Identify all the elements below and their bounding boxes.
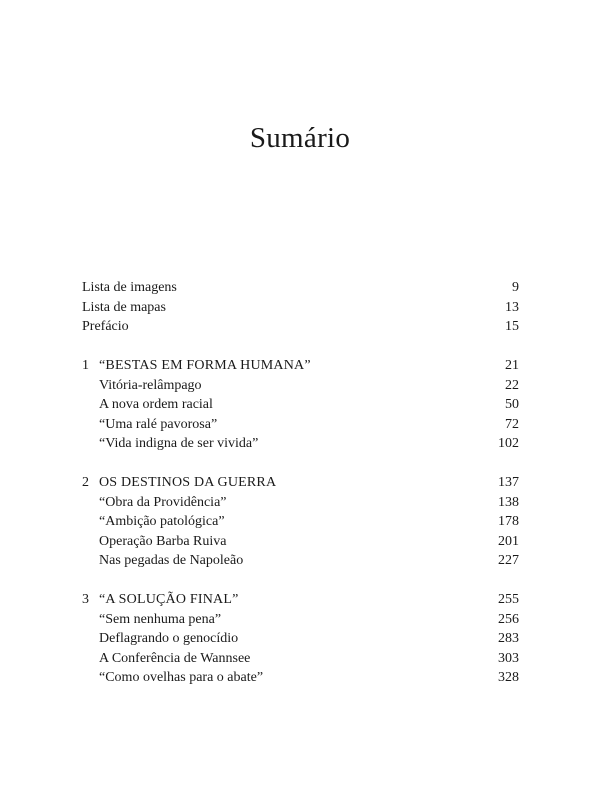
toc-chapter-label: A nova ordem racial: [99, 397, 213, 412]
toc-chapter-label: “Uma ralé pavorosa”: [99, 416, 218, 432]
toc-chapter-page: 283: [498, 631, 519, 646]
toc-part-page: 137: [498, 475, 519, 490]
toc-chapter-page: 72: [505, 416, 519, 432]
toc-entry: [82, 298, 519, 318]
toc-part-number: 1: [82, 358, 89, 373]
toc-entry-page: 9: [512, 280, 519, 295]
toc-entry-label: Prefácio: [82, 319, 129, 334]
toc-chapter-entry: [82, 434, 519, 454]
toc-chapter-page: 102: [498, 436, 519, 451]
toc-chapter-label: A Conferência de Wannsee: [99, 650, 251, 666]
toc-chapter-page: 22: [505, 377, 519, 393]
toc-chapter-label: “Vida indigna de ser vivida”: [99, 436, 259, 451]
toc-chapter-entry: [82, 649, 519, 669]
toc-part-page: 255: [498, 592, 519, 607]
toc-chapter-page: 178: [498, 514, 519, 529]
toc-entry-page: 15: [505, 319, 519, 334]
toc-part-title: OS DESTINOS DA GUERRA: [99, 475, 277, 490]
toc-chapter-page: 328: [498, 670, 519, 685]
toc-chapter-entry: [82, 395, 519, 415]
toc-part-heading: [82, 473, 519, 493]
toc-chapter-label: Operação Barba Ruiva: [99, 533, 227, 549]
toc-chapter-page: 303: [498, 650, 519, 666]
toc-chapter-entry: [82, 493, 519, 513]
toc-part-title: “BESTAS EM FORMA HUMANA”: [99, 358, 311, 373]
toc-part-number: 2: [82, 475, 89, 490]
toc-chapter-page: 201: [498, 533, 519, 549]
toc-entry-page: 13: [505, 299, 519, 315]
toc-chapter-page: 50: [505, 397, 519, 412]
toc-chapter-entry: [82, 532, 519, 552]
toc-chapter-label: “Como ovelhas para o abate”: [99, 670, 264, 685]
toc-chapter-entry: [82, 610, 519, 630]
toc-part-heading: [82, 356, 519, 376]
toc-chapter-entry: [82, 629, 519, 649]
toc-chapter-entry: [82, 551, 519, 571]
toc-chapter-label: Vitória-relâmpago: [99, 377, 202, 393]
toc-entry: [82, 278, 519, 298]
table-of-contents: [82, 278, 519, 688]
page-title: Sumário: [249, 122, 351, 154]
toc-chapter-page: 256: [498, 611, 519, 627]
toc-chapter-page: 138: [498, 494, 519, 510]
toc-chapter-label: Nas pegadas de Napoleão: [99, 553, 244, 568]
toc-chapter-entry: [82, 415, 519, 435]
toc-chapter-entry: [82, 512, 519, 532]
toc-part-number: 3: [82, 592, 89, 607]
toc-chapter-label: Deflagrando o genocídio: [99, 631, 239, 646]
toc-part-heading: [82, 590, 519, 610]
toc-entry-label: Lista de mapas: [82, 299, 166, 315]
toc-chapter-entry: [82, 376, 519, 396]
toc-chapter-label: “Ambição patológica”: [99, 514, 225, 529]
toc-chapter-entry: [82, 668, 519, 688]
toc-chapter-label: “Obra da Providência”: [99, 494, 227, 510]
toc-chapter-page: 227: [498, 553, 519, 568]
toc-part-title: “A SOLUÇÃO FINAL”: [99, 592, 239, 607]
toc-entry: [82, 317, 519, 337]
toc-chapter-label: “Sem nenhuma pena”: [99, 611, 222, 627]
toc-part-page: 21: [505, 358, 519, 373]
toc-entry-label: Lista de imagens: [82, 280, 177, 295]
